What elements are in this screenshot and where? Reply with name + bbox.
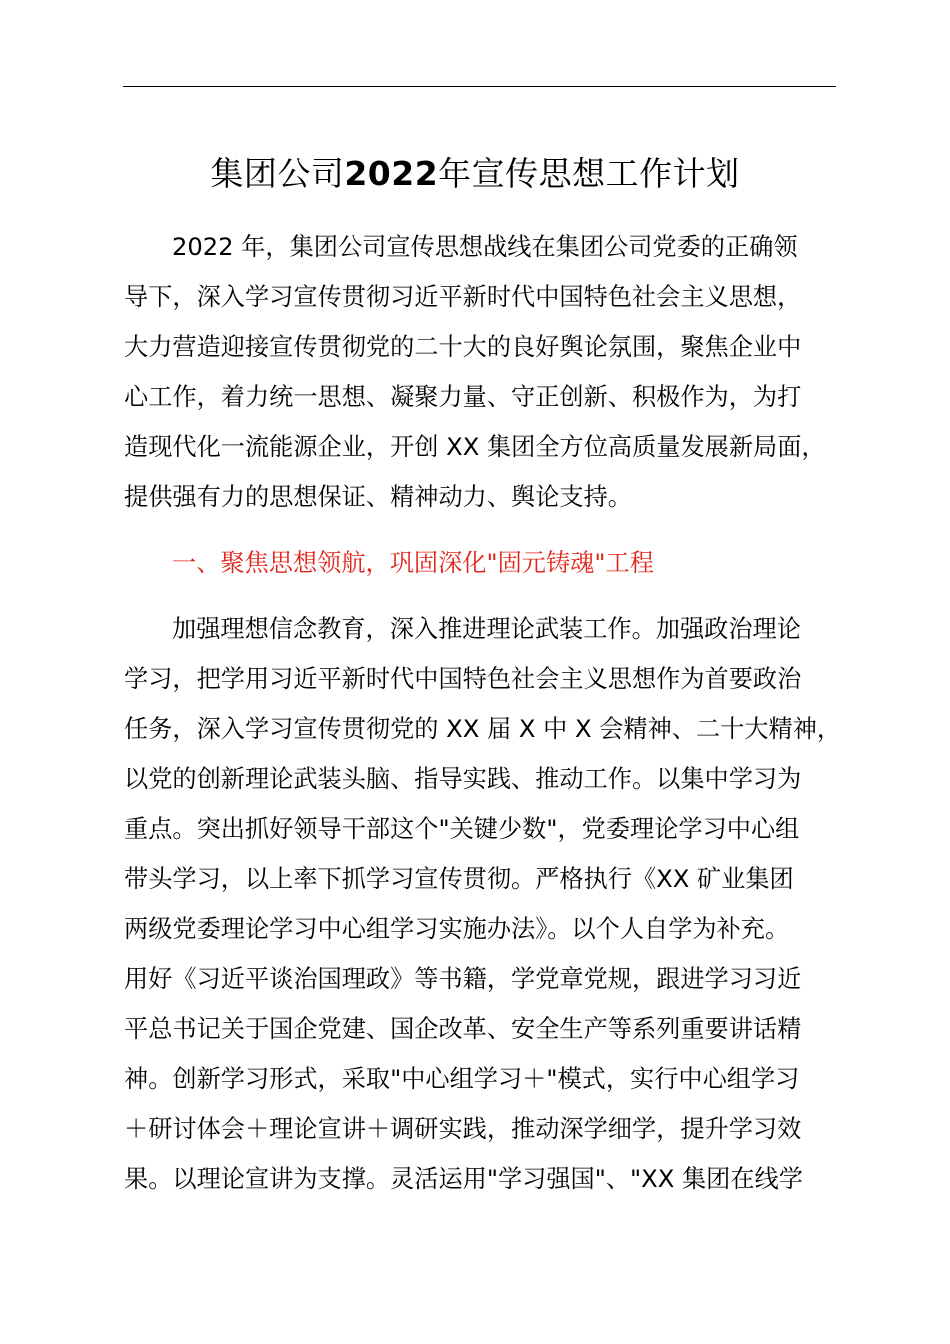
title-year: 2022	[344, 154, 439, 193]
title-prefix: 集团公司	[210, 154, 345, 193]
section1-line-4: 以党的创新理论武装头脑、指导实践、推动工作。以集中学习为	[124, 765, 802, 793]
section1-line-10: 神。创新学习形式，采取"中心组学习＋"模式，实行中心组学习	[124, 1065, 800, 1093]
section1-line-2: 学习，把学用习近平新时代中国特色社会主义思想作为首要政治	[124, 665, 802, 693]
section1-line-8: 用好《习近平谈治国理政》等书籍，学党章党规，跟进学习习近	[124, 965, 802, 993]
section1-line-7: 两级党委理论学习中心组学习实施办法》。以个人自学为补充。	[124, 915, 790, 943]
section-heading-1: 一、聚焦思想领航，巩固深化"固元铸魂"工程	[172, 549, 654, 577]
section1-line-9: 平总书记关于国企党建、国企改革、安全生产等系列重要讲话精	[124, 1015, 802, 1043]
section1-line-5: 重点。突出抓好领导干部这个"关键少数"，党委理论学习中心组	[124, 815, 800, 843]
intro-line-3: 大力营造迎接宣传贯彻党的二十大的良好舆论氛围，聚焦企业中	[124, 333, 802, 361]
intro-line-4: 心工作，着力统一思想、凝聚力量、守正创新、积极作为，为打	[124, 383, 802, 411]
intro-line-6: 提供强有力的思想保证、精神动力、舆论支持。	[124, 483, 632, 511]
intro-line-5: 造现代化一流能源企业，开创 XX 集团全方位高质量发展新局面，	[124, 433, 826, 461]
section1-line-3: 任务，深入学习宣传贯彻党的 XX 届 X 中 X 会精神、二十大精神，	[124, 715, 842, 743]
document-title	[0, 148, 950, 200]
section1-line-12: 果。以理论宣讲为支撑。灵活运用"学习强国"、"XX 集团在线学	[124, 1165, 803, 1193]
title-suffix: 年宣传思想工作计划	[438, 154, 740, 193]
section1-line-11: ＋研讨体会＋理论宣讲＋调研实践，推动深学细学，提升学习效	[124, 1115, 802, 1143]
header-rule	[123, 86, 836, 87]
section1-line-1: 加强理想信念教育，深入推进理论武装工作。加强政治理论	[172, 615, 801, 643]
section1-line-6: 带头学习，以上率下抓学习宣传贯彻。严格执行《XX 矿业集团	[124, 865, 794, 893]
intro-line-1: 2022 年，集团公司宣传思想战线在集团公司党委的正确领	[172, 233, 798, 261]
intro-line-2: 导下，深入学习宣传贯彻习近平新时代中国特色社会主义思想，	[124, 283, 802, 311]
